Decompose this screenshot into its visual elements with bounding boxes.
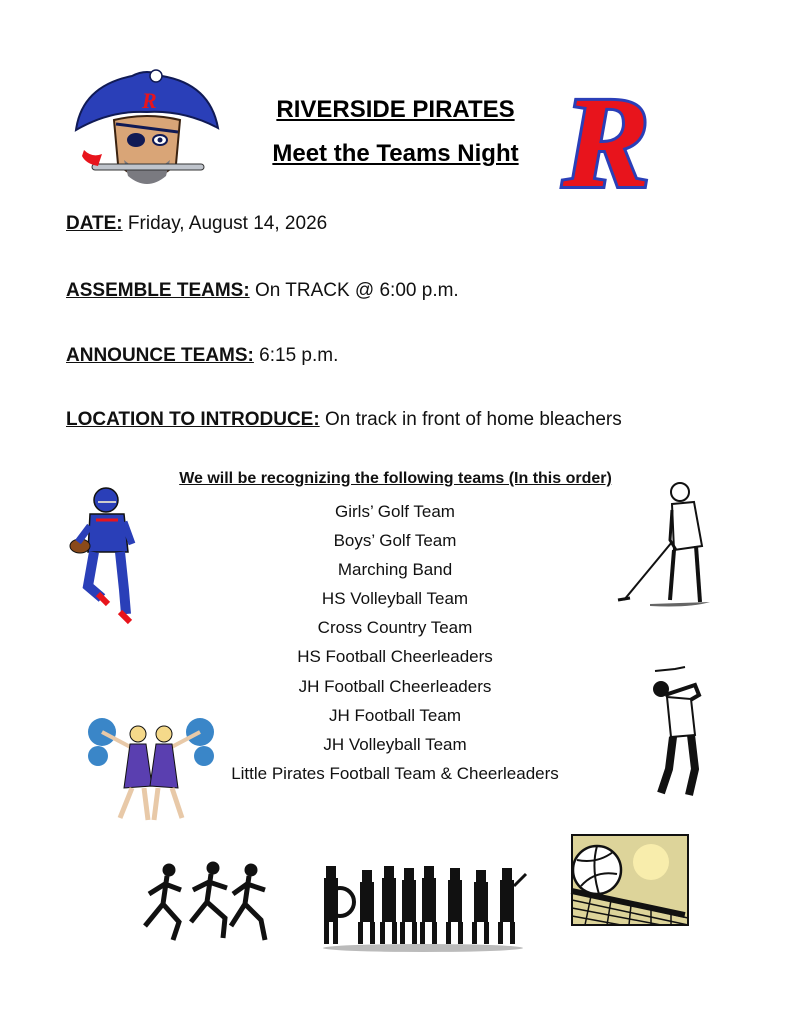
list-item: JH Football Team <box>329 705 461 725</box>
location-value: On track in front of home bleachers <box>324 409 622 430</box>
date-row <box>66 213 327 235</box>
pirate-mascot-logo <box>72 68 222 196</box>
riverside-r-logo <box>555 71 705 215</box>
list-item: JH Volleyball Team <box>323 734 467 754</box>
page-subtitle: Meet the Teams Night <box>272 140 519 167</box>
teams-list <box>180 497 610 788</box>
page-title: RIVERSIDE PIRATES <box>276 96 515 123</box>
list-item: Boys’ Golf Team <box>333 531 457 551</box>
marching-band-icon <box>318 860 528 952</box>
teams-heading: We will be recognizing the following teams (In this order) <box>179 470 612 487</box>
runners-icon <box>135 860 275 946</box>
announce-value: 6:15 p.m. <box>259 345 339 366</box>
announce-row <box>66 345 338 367</box>
announce-label: ANNOUNCE TEAMS: <box>66 345 254 366</box>
list-item: Girls’ Golf Team <box>335 502 455 521</box>
mascot-hat-letter: R <box>142 88 157 113</box>
volleyball-net-icon <box>571 834 689 926</box>
male-golfer-icon <box>645 665 715 805</box>
assemble-value: On TRACK @ 6:00 p.m. <box>254 280 459 301</box>
date-label: DATE: <box>66 213 123 234</box>
r-logo-letter: R <box>563 71 650 215</box>
list-item: HS Football Cheerleaders <box>297 647 493 667</box>
assemble-label: ASSEMBLE TEAMS: <box>66 280 250 301</box>
date-value: Friday, August 14, 2026 <box>127 213 328 234</box>
list-item: JH Football Cheerleaders <box>298 676 492 696</box>
list-item: HS Volleyball Team <box>321 589 469 609</box>
list-item: Cross Country Team <box>317 618 473 638</box>
list-item: Marching Band <box>337 560 453 580</box>
list-item: Little Pirates Football Team & Cheerleaders <box>231 763 559 783</box>
female-golfer-icon <box>610 480 720 610</box>
location-label: LOCATION TO INTRODUCE: <box>66 409 320 430</box>
assemble-row <box>66 280 459 302</box>
location-row <box>66 409 622 431</box>
cheerleaders-icon <box>86 710 216 830</box>
football-player-icon <box>68 486 140 628</box>
